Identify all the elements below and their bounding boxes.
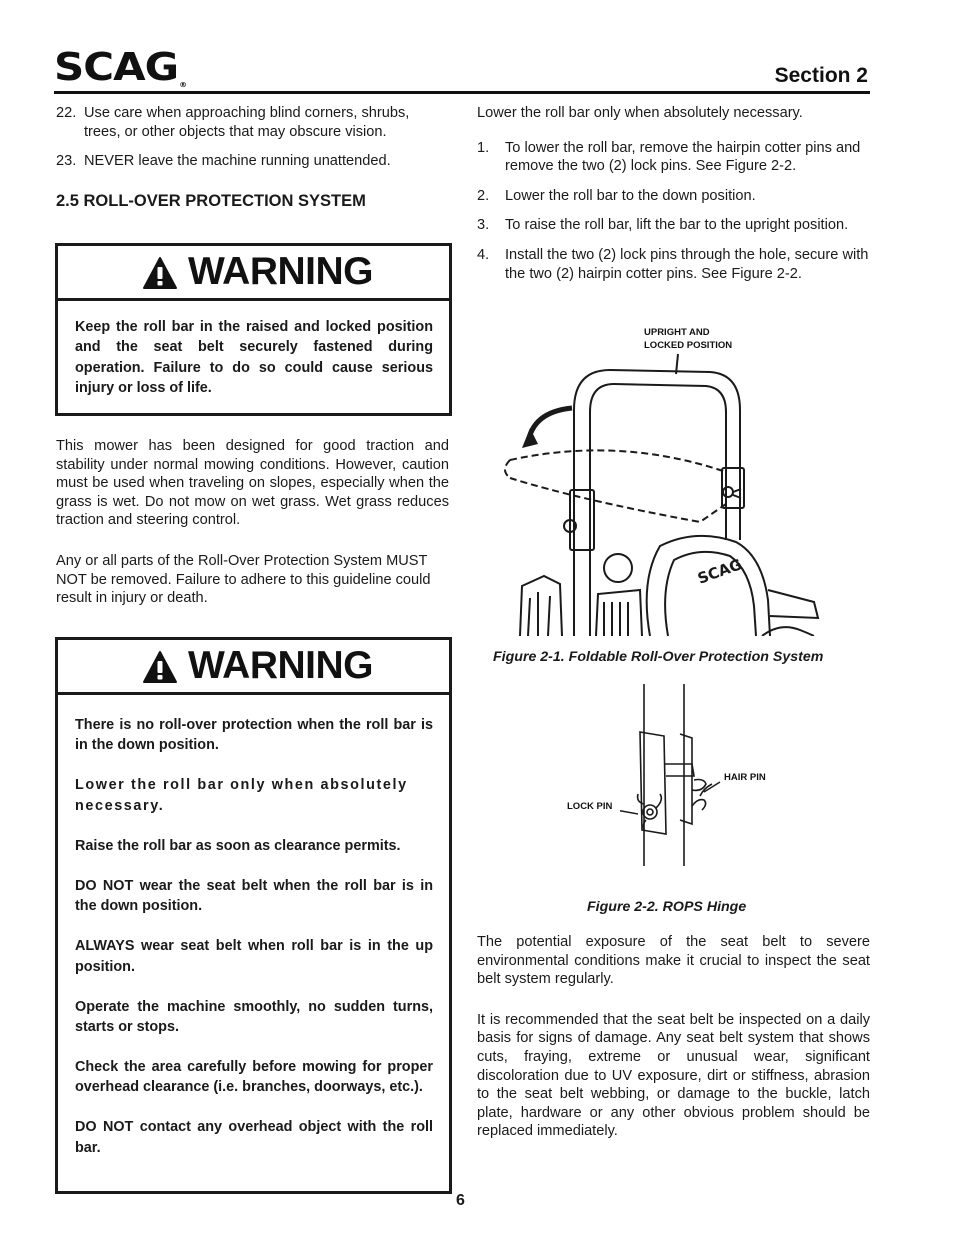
hair-pin-label: HAIR PIN — [724, 772, 766, 783]
scag-logo — [54, 44, 186, 89]
rops-hinge-illustration — [620, 684, 740, 866]
step-3 — [477, 216, 870, 235]
step-text: To lower the roll bar, remove the hairpin cotter pins and remove the two (2) lock pins. See Figure 2-2. — [505, 139, 861, 175]
list-item-22 — [56, 104, 449, 141]
warning-title: WARNING — [188, 644, 373, 687]
warning-box-1 — [55, 243, 452, 416]
warning-line: There is no roll-over protection when the roll bar is in the down position. — [75, 717, 433, 754]
warning-header — [58, 246, 449, 301]
step-number: 1. — [477, 139, 490, 156]
item-number: 22. — [56, 105, 77, 121]
step-text: Lower the roll bar to the down position. — [505, 187, 756, 204]
step-2 — [477, 187, 870, 206]
warning-text: Keep the roll bar in the raised and locked position and the seat belt securely fastened during operation. Failure to do so could cause serious injury or loss of life. — [75, 319, 433, 397]
rops-figure-illustration — [500, 340, 830, 636]
right-paragraphs — [477, 933, 870, 1141]
warning-triangle-icon — [142, 650, 178, 684]
seat-logo: SCAG — [695, 555, 745, 588]
warning-line: Operate the machine smoothly, no sudden turns, starts or stops. — [75, 998, 433, 1036]
section-heading: 2.5 ROLL-OVER PROTECTION SYSTEM — [56, 191, 366, 210]
item-number: 23. — [56, 153, 77, 170]
step-number: 3. — [477, 217, 490, 234]
warning-box-2 — [55, 637, 452, 1194]
step-number: 2. — [477, 187, 490, 204]
figure2-caption: Figure 2-2. ROPS Hinge — [587, 899, 747, 915]
lock-pin-label: LOCK PIN — [567, 801, 613, 812]
step-text: Install the two (2) lock pins through the hole, secure with the two (2) hairpin cotter pins. See Figure 2-2. — [505, 246, 869, 282]
header-rule — [54, 91, 870, 94]
intro-text: Lower the roll bar only when absolutely necessary. — [477, 105, 803, 121]
figure1-caption: Figure 2-1. Foldable Roll-Over Protection System — [493, 649, 824, 665]
warning-header — [58, 640, 449, 695]
warning-triangle-icon — [142, 256, 178, 290]
item-text: Use care when approaching blind corners, shrubs, trees, or other objects that may obscure vision. — [84, 105, 410, 140]
left-column — [56, 104, 449, 211]
logo-text: SCAG — [54, 44, 179, 90]
warning-line: Raise the roll bar as soon as clearance permits. — [75, 837, 401, 854]
seat-belt-exposure-paragraph: The potential exposure of the seat belt to severe environmental conditions make it crucial to inspect the seat belt system regularly. — [477, 934, 870, 988]
warning-title: WARNING — [188, 250, 373, 293]
page-number: 6 — [456, 1192, 465, 1209]
seat-belt-inspection-paragraph: It is recommended that the seat belt be inspected on a daily basis for signs of damage. Any seat belt system that shows cuts, fraying, extreme or unusual wear, significant discoloration due to UV exposure, dirt or stiffness, abrasion to the seat belt webbing, or damage to the buckle, latch plate, hardware or any other obvious problem should be replaced immediately. — [477, 1011, 870, 1140]
warning-body — [58, 695, 449, 1158]
section-title: Section 2 — [774, 64, 868, 87]
right-column — [477, 104, 870, 283]
traction-paragraph: This mower has been designed for good traction and stability under normal mowing conditions. However, caution must be used when traveling on slopes, especially when the grass is wet. Do not mow on wet grass. Wet grass reduces traction and steering control. — [56, 438, 449, 529]
list-item-23 — [56, 152, 449, 171]
warning-line: DO NOT contact any overhead object with the roll bar. — [75, 1119, 433, 1156]
label-line: UPRIGHT AND — [644, 327, 710, 338]
step-4 — [477, 246, 870, 283]
step-text: To raise the roll bar, lift the bar to the upright position. — [505, 217, 849, 234]
warning-line: DO NOT wear the seat belt when the roll bar is in the down position. — [75, 877, 433, 915]
step-1 — [477, 139, 870, 176]
registered-mark: ® — [179, 80, 187, 90]
rops-removal-paragraph: Any or all parts of the Roll-Over Protection System MUST NOT be removed. Failure to adhere to this guideline could result in injury or death. — [56, 552, 431, 607]
label-line: LOCKED POSITION — [644, 339, 733, 351]
left-paragraphs — [56, 437, 449, 608]
warning-line: ALWAYS wear seat belt when roll bar is in the up position. — [75, 938, 433, 975]
warning-line: Check the area carefully before mowing for proper overhead clearance (i.e. branches, doorways, etc.). — [75, 1059, 433, 1096]
step-number: 4. — [477, 246, 490, 263]
warning-body — [58, 301, 449, 399]
item-text: NEVER leave the machine running unattended. — [84, 153, 391, 170]
warning-line: Lower the roll bar only when absolutely necessary. — [75, 777, 408, 814]
